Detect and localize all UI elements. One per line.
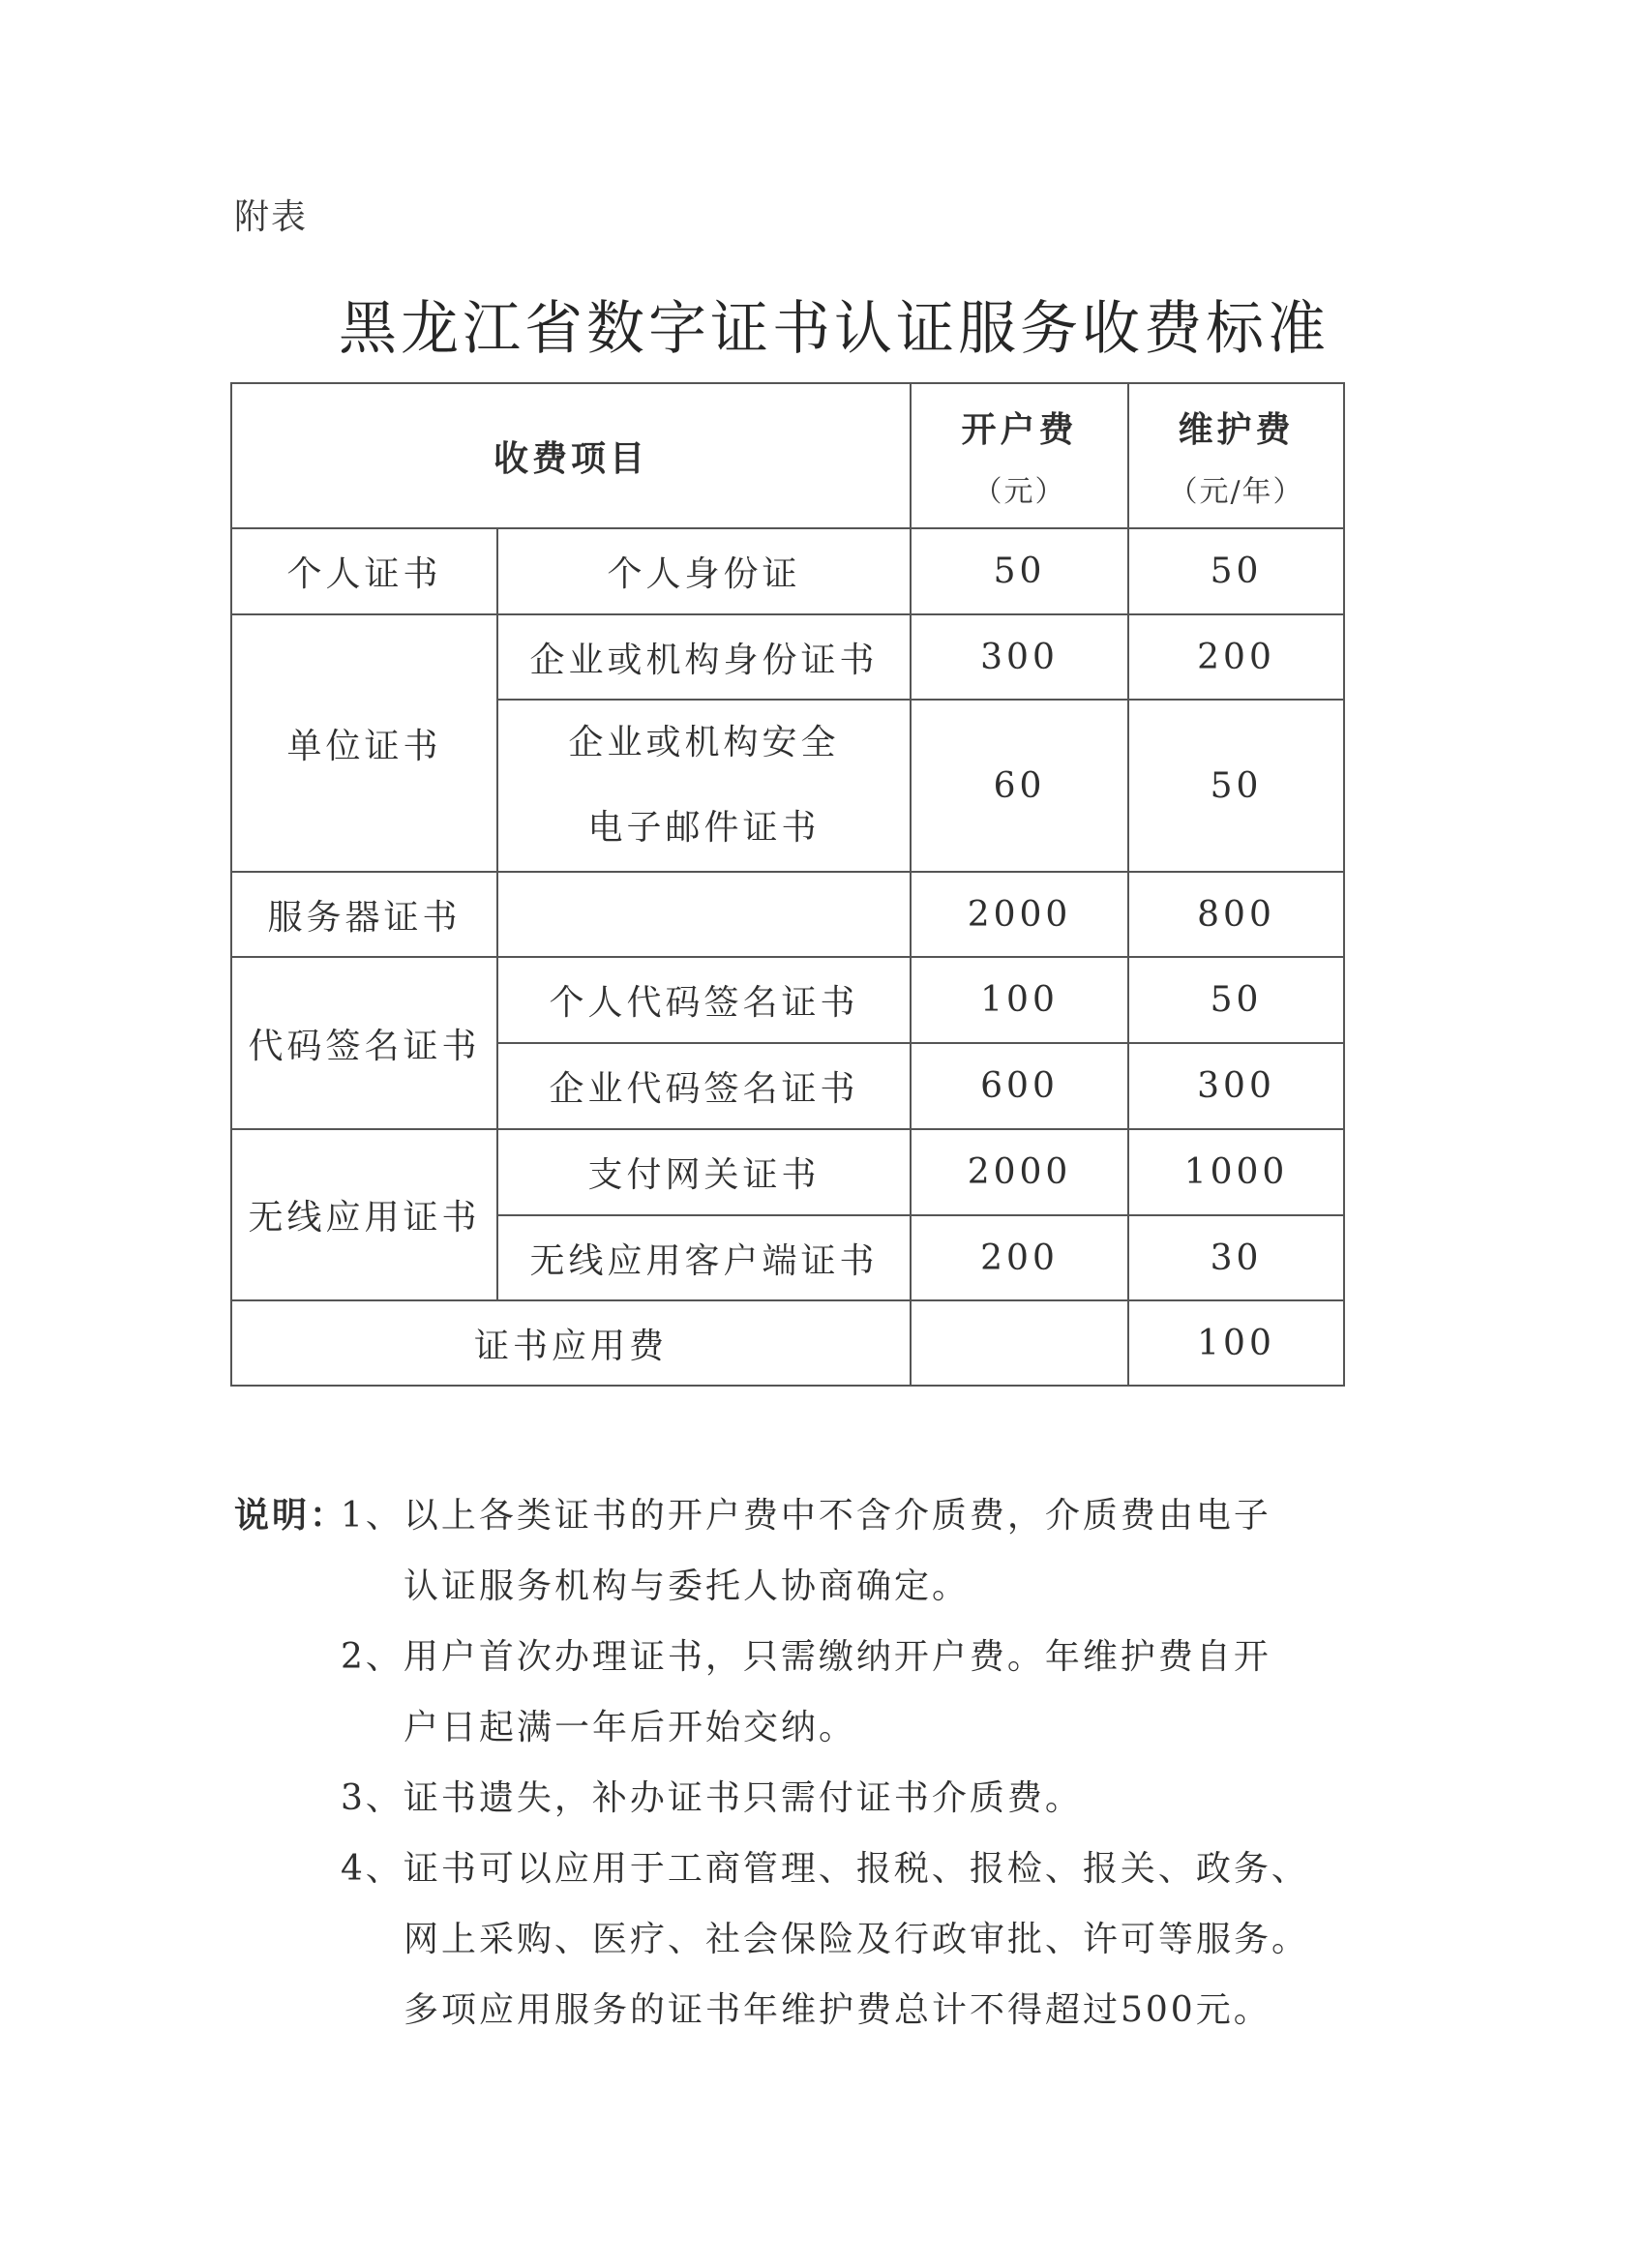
header-item: 收费项目 — [231, 383, 911, 528]
row-item: 企业或机构安全 电子邮件证书 — [497, 700, 911, 872]
row-opening: 60 — [911, 700, 1128, 872]
note-line — [234, 1763, 1308, 1834]
notes-label: 说明： — [234, 1496, 348, 1536]
row-opening: 300 — [911, 614, 1128, 700]
row-opening: 100 — [911, 957, 1128, 1043]
header-maintenance-fee: 维护费 （元/年） — [1128, 383, 1344, 528]
row-opening — [911, 1300, 1128, 1386]
row-item: 个人身份证 — [497, 528, 911, 614]
note-text: 4、证书可以应用于工商管理、报税、报检、报关、政务、 — [341, 1849, 1309, 1889]
table-row — [231, 872, 1344, 957]
note-line — [234, 1904, 1308, 1975]
row-maintenance: 50 — [1128, 528, 1344, 614]
note-line — [234, 1622, 1308, 1692]
table-row — [231, 614, 1344, 700]
note-text: 2、用户首次办理证书，只需缴纳开户费。年维护费自开 — [341, 1637, 1271, 1677]
row-maintenance: 800 — [1128, 872, 1344, 957]
document-title: 黑龙江省数字证书认证服务收费标准 — [339, 295, 1330, 363]
group-personal: 个人证书 — [231, 528, 497, 614]
row-item: 无线应用客户端证书 — [497, 1215, 911, 1300]
row-maintenance: 1000 — [1128, 1129, 1344, 1215]
row-opening: 50 — [911, 528, 1128, 614]
table-row — [231, 1129, 1344, 1215]
appendix-label: 附表 — [234, 197, 309, 237]
row-maintenance: 300 — [1128, 1043, 1344, 1129]
table-row — [231, 957, 1344, 1043]
row-item: 企业或机构身份证书 — [497, 614, 911, 700]
note-text: 网上采购、医疗、社会保险及行政审批、许可等服务。 — [404, 1920, 1310, 1959]
note-text: 多项应用服务的证书年维护费总计不得超过500元。 — [404, 1990, 1271, 2030]
note-text: 1、以上各类证书的开户费中不含介质费，介质费由电子 — [341, 1496, 1271, 1536]
note-text: 户日起满一年后开始交纳。 — [404, 1708, 857, 1747]
table-row — [231, 1300, 1344, 1386]
note-line — [234, 1975, 1308, 2045]
group-unit: 单位证书 — [231, 614, 497, 872]
row-opening: 600 — [911, 1043, 1128, 1129]
group-code-sign: 代码签名证书 — [231, 957, 497, 1129]
group-app-fee: 证书应用费 — [231, 1300, 911, 1386]
row-maintenance: 50 — [1128, 957, 1344, 1043]
row-item: 支付网关证书 — [497, 1129, 911, 1215]
row-maintenance: 50 — [1128, 700, 1344, 872]
group-server: 服务器证书 — [231, 872, 497, 957]
note-line — [234, 1834, 1308, 1904]
note-text: 3、证书遗失，补办证书只需付证书介质费。 — [341, 1778, 1083, 1818]
table-header-row — [231, 383, 1344, 528]
row-opening: 200 — [911, 1215, 1128, 1300]
note-line — [234, 1551, 1308, 1622]
table-row — [231, 528, 1344, 614]
row-item: 个人代码签名证书 — [497, 957, 911, 1043]
row-item: 企业代码签名证书 — [497, 1043, 911, 1129]
notes-section — [234, 1480, 1308, 2045]
row-maintenance: 30 — [1128, 1215, 1344, 1300]
row-item — [497, 872, 911, 957]
group-wireless: 无线应用证书 — [231, 1129, 497, 1300]
row-opening: 2000 — [911, 872, 1128, 957]
row-maintenance: 100 — [1128, 1300, 1344, 1386]
note-line — [234, 1692, 1308, 1763]
row-opening: 2000 — [911, 1129, 1128, 1215]
header-opening-fee: 开户费 （元） — [911, 383, 1128, 528]
note-text: 认证服务机构与委托人协商确定。 — [404, 1567, 971, 1606]
note-line — [234, 1480, 1308, 1551]
row-maintenance: 200 — [1128, 614, 1344, 700]
fee-table — [230, 382, 1345, 1387]
